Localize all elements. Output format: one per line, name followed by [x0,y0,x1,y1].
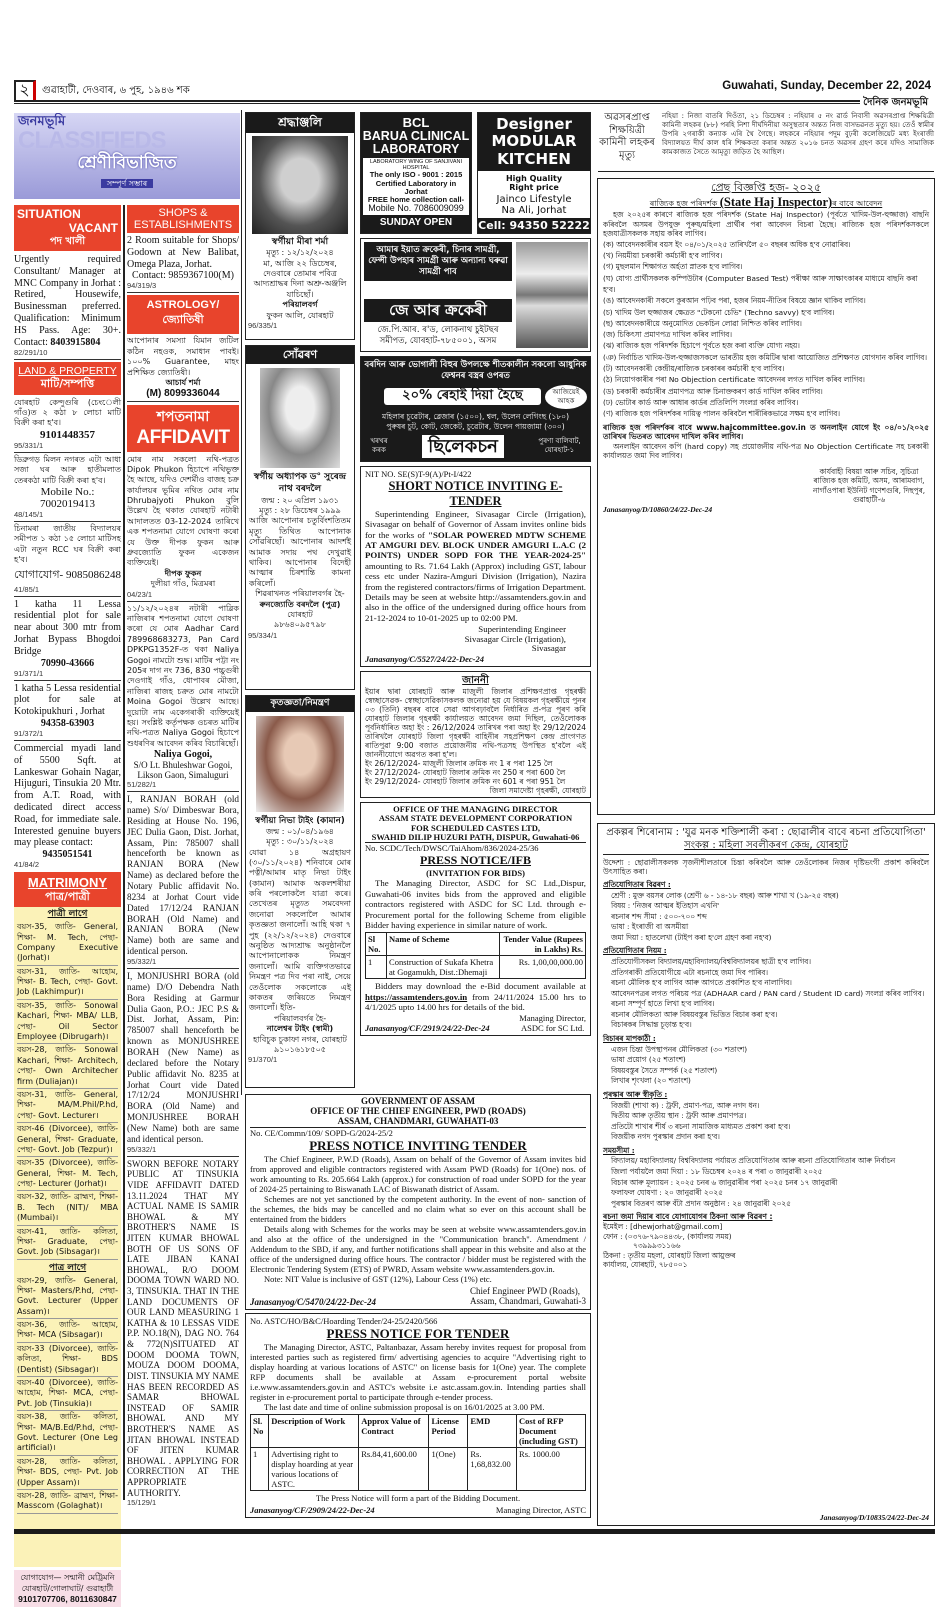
astrology-ad: আপোনাৰ সমস্যা যিমান জটিল কঠিন নহওক, সমাধান পাবই। ১০০% Guarantee, মাহং প্ৰশিক্ষিত জ্যোতিষী। [127,336,239,377]
section-heading: প্ৰতিযোগিতাৰ নিয়ম : [603,946,667,956]
matrimony-item: বয়স-40 (Divorcee), জাতি- আহোম, শিক্ষা- MCA, পেছা- Pvt. Job (Tinsukia)। [17,1377,118,1411]
haj-criteria-item: (গ) মুছলমান শিক্ষাগত অৰ্হতা স্নাতক হ'ব লাগিব। [603,262,743,272]
column-2 [127,205,239,1507]
matrimony-item: বয়স-33 (Divorcee), জাতি- কলিতা, শিক্ষা- BDS (Dentist) (Sibsagar)। [17,1343,118,1377]
tender-link[interactable]: https://assamtenders.gov.in [365,991,468,1002]
asdc-press-notice: OFFICE OF THE MANAGING DIRECTOR ASSAM STATE DEVELOPMENT CORPORATION FOR SCHEDULED CASTES LTD, SWAHID DILIP HUZURI PATH, DISPUR, Guwahati-06 No. SCDC/Tech/DWSC/TaiAhom/836/2024-25/36 PRESS NOTICE/IFB (INVITATION FOR BIDS) The Managing Director, ASDC for SC Ltd.,Dispur, Guwahati-06 invites bids from the approved and eligible contractors registered with ASDC for SC Ltd. through e-Procurement portal for the following Scheme from eligible Bidder having experience in similar nature of work. Sl No. Name of Scheme Tender Value (Rupees in Lakhs) Rs. 1 Construction of Sukafa Khetra at Gogamukh, Dist.:Dhemaji Rs. 1,00,00,000.00 Bidders may download the e-Bid document available at https://assamtenders.gov.in from 24/11/2024 15.00 hrs to 4/1/2025 upto 14.00 hrs for details of the bid. Janasanyog/CF/2919/24/22-Dec-24 Managing Director, ASDC for SC Ltd. [360,802,591,1036]
section-heading: প্ৰতিযোগিতাৰ বিৱৰণ : [603,879,671,889]
haj-criteria-item: (ঞ) নিৰ্বাচিত খাদিম-উল-হুজ্জাজসকলে ভাৰতীয় হজ কমিটিৰ দ্বাৰা আয়োজিত প্ৰশিক্ষণত যোগদান কৰিব লাগিব। [603,352,927,362]
section-item: প্ৰতিগৰাকী প্ৰতিযোগীয়ে এটা ৰচনাহে জমা দিব পাৰিব। [611,967,769,977]
matrimony-header: MATRIMONY পাত্ৰ/পাত্ৰী [14,872,121,907]
table-row: 1 Advertising right to display hoarding at year various locations of ASTC. Rs.84,41,600.00 1(One) Rs. 1,68,832.00 Rs. 1000.00 [251,1448,586,1491]
haj-criteria-item: (ঝ) ৰাজ্যিক হজ পৰিদৰ্শক হিচাপে পূৰ্বতে হজ কৰা ব্যক্তি যোগ্য নহয়। [603,341,800,351]
top-ads-row [360,112,591,234]
matrimony-item: বয়স-41, জাতি- কলিতা, শিক্ষা- Graduate, পেছা- Govt. Job (Sibsagar)। [17,1226,118,1260]
section-heading: সময়সীমা : [603,1145,635,1155]
cell-number: Cell: 94350 52222 [478,218,590,232]
bcl-lab-ad: BCL BARUA CLINICAL LABORATORY LABORATORY WING OF SANJIVANI HOSPITAL The only ISO - 9001 : 2015 Certified Laboratory in Jorhat FREE home collection call- Mobile No. 7086009099 SUNDAY OPEN [360,112,472,234]
haj-criteria-item: (চ) খাদিম উল হুজ্জাজৰ ক্ষেত্ৰত "টেকনো চেভি" (Techno savvy) হ'ব লাগিব। [603,307,835,317]
haj-criteria-item: (ট) আবেদনকাৰী কেন্দ্ৰীয়/ৰাজ্যিক চৰকাৰৰ কৰ্মচাৰী হ'ব লাগিব। [603,364,785,374]
portrait-photo [260,368,340,468]
situation-vacant-ad: Urgently required Consultant/ Manager at MNC Company in Jorhat : Retired, Housewife, Businessman preferred. Qualification: Minimum HS Pass. Age: 30+. Contact: 8403915804 [14,254,121,348]
section-heading: পুৰস্কাৰ আৰু স্বীকৃতি : [603,1089,668,1099]
astc-tender-notice: No. ASTC/HO/B&C/Hoarding Tender/24-25/2420/566 PRESS NOTICE FOR TENDER The Managing Director, ASTC, Paltanbazar, Assam hereby invites request for proposal from interested parties such as registered firm/ advertising agencies to acquire "Advertising right to display hoarding at various locations of ASTC" on license basis for 1(One) year. The complete RFP documents shall be available at Assam e-procurement portal website i.e.www.assamtenders.gov.in and ASTC's website i.e astc.assam.gov.in. Intending parties shall register in e-procurement portal to participate through e-tender process. The last date and time of online submission proposal is on 16/01/2025 at 3.00 PM. Sl. No Description of Work Approx Value of Contract License Period EMD Cost of RFP Document (including GST) 1 Advertising right to display hoarding at year various locations of ASTC. Rs.84,41,600.00 1(One) Rs. 1,68,832.00 Rs. 1000.00 The Press Notice will form a part of the Bidding Document. Janasanyog/CF/2909/24/22-Dec-24 Managing Director, ASTC [245,1313,591,1518]
ad-code: 94/319/3 [127,281,157,291]
matrimony-item: বয়স-36, জাতি- আহোম, শিক্ষা- MCA (Sibsagar)। [17,1319,118,1343]
haj-criteria-item: (ঘ) যোগ্য প্ৰাৰ্থীসকলক কম্পিউটাৰ (Computer Based Test) পৰীক্ষা আৰু সাক্ষাৎকাৰৰ মাধ্যমে বাছনি কৰা হ'ব। [603,273,918,294]
header-date-bn: গুৱাহাটী, দেওবাৰ, ৬ পুহ, ১৯৪৬ শক [42,85,190,96]
section-item: বিজয়ীক নগদ পুৰস্কাৰ প্ৰদান কৰা হ'ব। [611,1132,720,1142]
janani-notice: জাননী ইয়াৰ দ্বাৰা যোৰহাট আৰু মাজুলী জিলাৰ প্ৰশিক্ষণপ্ৰাপ্ত গৃহৰক্ষী স্বেচ্ছাসেৱক- স্বেচ্ছাসেৱিকাসকলক জনোৱা হয় যে বিষয়কল গৃহৰক্ষীয়ে পুনৰ ০৩ (তিনি) বছৰৰ বাবে সেৱা আগবঢ়াবলৈ নিৰ্ধাৰিত প্ৰ-পত্ৰ পূৰণ কৰি যোৰহাট জিলাৰ গৃহৰক্ষী কাৰ্যালয়ত আবেদন জমা দিছিল, তেওঁলোকক পূৰ্বনিৰ্ধাৰিত অহা ইং : 26/12/2024 তাৰিখৰ পৰা অহা ইং 29/12/2024 তাৰিখলৈ যোৰহাট জিলা গৃহৰক্ষী বাহিনীৰ সহপ্ৰশিক্ষণ কেন্দ্ৰ প্ৰাংগণত ৰাতিপুৱা 9:00 বজাত প্ৰয়োজনীয় নথি-পত্ৰসহ উপস্থিত হ'বলৈ এই জাননীযোগে অৱগত কৰা হ'ল। ইং 26/12/2024- মাজুলী জিলাৰ ক্ৰমিক নং 1 ৰ পৰা 125 লৈ ইং 27/12/2024- যোৰহাট জিলাৰ ক্ৰমিক নং 250 ৰ পৰা 600 লৈ ইং 29/12/2024- যোৰহাট জিলাৰ ক্ৰমিক নং 601 ৰ পৰা 951 লৈ জিলা সমাদেষ্টা গৃহৰক্ষী, যোৰহাট [360,671,591,798]
section-item: আবেদনপত্ৰৰ লগত পৰিচয় পত্ৰ (ADHAAR card / PAN card / Student ID card) সংলগ্ন কৰিব লাগিব। [611,988,925,998]
matrimony-item: বয়স-32, জাতি- ব্ৰাহ্মণ, শিক্ষা- B. Tech (NIT)/ MBA (Mumbai)। [17,1191,118,1225]
page-number: ২ [14,80,36,102]
matrimony-item: বয়স-38, জাতি- কলিতা, শিক্ষা- MA/B.Ed/P.hd, পেছা- Govt. Lecturer (One Leg artificial)। [17,1411,118,1456]
ad-code: 15/129/1 [127,1498,157,1508]
haj-criteria-item: (ক) আবেদনকাৰীৰ বয়স ইং ০৪/০১/২০২৫ তাৰিখলৈ ৫০ বছৰৰ অধিক হ'ব নোৱাৰিব। [603,239,851,249]
section-item: বিদ্যালয়/ মহাবিদ্যালয়/ বিশ্ববিদ্যালয় পৰ্যায়ত প্ৰতিযোগিতাৰ আৰু ৰচনা প্ৰতিযোগিতাৰ আৰু নিৰ্বাচন [611,1156,896,1166]
portrait-photo [252,136,348,234]
shops-contact: Contact: 9859367100(M) [132,270,234,282]
modular-kitchen-ad: Designer MODULAR KITCHEN High Quality Right price Jainco Lifestyle Na Ali, Jorhat Cell: 94350 52222 [477,112,591,234]
footer-rule [14,1529,935,1534]
matrimony-item: বয়স-28, জাতি- Sonowal Kachari, শিক্ষা- Architech, পেছা- Own Architecher firm (Duliajan)। [17,1044,118,1089]
pwd-reference: Janasanyog/C/5470/24/22-Dec-24 [250,1296,376,1307]
crockery-ad: আমাৰ ইয়াত ক্ৰকেৰী, চিনাৰ সামগ্ৰী, ফেন্সী উপহাৰ সামগ্ৰী আৰু অন্যান্য ঘৰুৱা সামগ্ৰী পাব জে আৰ ক্ৰকেৰী জে.পি.আৰ. ৰ'ড, লোকনাথ চুইটছৰ সমীপত, যোৰহাট-৭৮৫০০১, অসম [360,238,591,352]
section-item: এজন চিন্তা উপস্থাপনৰ মৌলিকতা (৩০ শতাংশ) [611,1044,748,1054]
haj-criteria-item: (ছ) আবেদনকাৰীয়ে অনুমোদিত ভেকচিন লোৱা নিশ্চিত কৰিব লাগিব। [603,318,802,328]
essay-contest-notice: প্ৰকল্পৰ শিৰোনাম : 'যুৱ মনক শক্তিশালী কৰা : ছোৱালীৰ বাবে ৰচনা প্ৰতিযোগিতা' সংকল্প : মহিলা সবলীকৰণ কেন্দ্ৰ, যোৰহাট উদ্দেশ্য : ছোৱালীসকলক সৃজনীশীলতাৰে চিন্তা কৰিবলৈ আৰু তেওঁলোকৰ নিজৰ দৃষ্টিভংগী প্ৰকাশ কৰিবলৈ উৎসাহিত কৰা। প্ৰতিযোগিতাৰ বিৱৰণ : শ্ৰেণী : মুক্ত বয়সৰ লোক (শ্ৰেণী ৬ - ১৪-১৮ বছৰ) আৰু শাখা খ (১৯-২৫ বছৰ) বিষয় : 'নিজৰ আত্মৰ ইতিহাস এখনি' ৰচনাৰ শব্দ সীমা : ৫০০-৭০০ শব্দ ভাষা : ইংৰাজী বা অসমীয়া জমা দিয়া : হাতলেখা (টাইপ কৰা হ'লে গ্ৰহণ কৰা নহ'ব) প্ৰতিযোগিতাৰ নিয়ম : প্ৰতিযোগীসকল বিদ্যালয়/মহাবিদ্যালয়/বিশ্ববিদ্যালয়ৰ ছাত্ৰী হ'ব লাগিব। প্ৰতিগৰাকী প্ৰতিযোগীয়ে এটা ৰচনাহে জমা দিব পাৰিব। ৰচনা মৌলিক হ'ব লাগিব আৰু আগতে প্ৰকাশিত হ'ব নালাগিব। আবেদনপত্ৰৰ লগত পৰিচয় পত্ৰ (ADHAAR card / PAN card / Student ID card) সংলগ্ন কৰিব লাগিব। ৰচনা সম্পূৰ্ণ হাতে লিখা হ'ব লাগিব। ৰচনাৰ মৌলিকতা আৰু বিষয়বস্তুৰ ভিত্তিত বিচাৰ কৰা হ'ব। বিচাৰকৰ সিদ্ধান্ত চূড়ান্ত হ'ব। বিচাৰৰ মাপকাঠী : এজন চিন্তা উপস্থাপনৰ মৌলিকতা (৩০ শতাংশ) ভাষা প্ৰয়োগ (২৫ শতাংশ) বিষয়বস্তুৰ সৈতে সম্পৰ্ক (২৫ শতাংশ) লিখাৰ শৃংখলা (২০ শতাংশ) পুৰস্কাৰ আৰু স্বীকৃতি : বিজয়ী (শাখা ক) : ট্ৰফী, প্ৰমাণ-পত্ৰ, আৰু নগদ ধন। দ্বিতীয় আৰু তৃতীয় স্থান : ট্ৰফী আৰু প্ৰমাণপত্ৰ। প্ৰতিটো শাখাৰ শীৰ্ষ ৩ ৰচনা সামাজিক মাধ্যমত প্ৰকাশ কৰা হ'ব। বিজয়ীক নগদ পুৰস্কাৰ প্ৰদান কৰা হ'ব। সময়সীমা : বিদ্যালয়/ মহাবিদ্যালয়/ বিশ্ববিদ্যালয় পৰ্যায়ত প্ৰতিযোগিতাৰ আৰু ৰচনা প্ৰতিযোগিতাৰ আৰু নিৰ্বাচন জিলা পৰ্যায়লৈ জমা দিয়া : ১৮ ডিচেম্বৰ ২০২৪ ৰ পৰা ৩ জানুৱাৰী ২০২৫ বিচাৰ আৰু মূল্যায়ন : ২০২৫ চনৰ ৬ জানুৱাৰীৰ পৰা ২০২৫ চনৰ ১৭ জানুৱাৰী ফলাফল ঘোষণা : ২০ জানুৱাৰী ২০২৫ পুৰস্কাৰ বিতৰণ আৰু বঁটা প্ৰদান অনুষ্ঠান : ২৪ জানুৱাৰী ২০২৫ ৰচনা জমা দিয়াৰ বাবে যোগাযোগৰ ঠিকনা আৰু বিৱৰণ : ইমেইল : [dhewjorhat@gmail.com] ফোন : (০৩৭৬-৭৯০৪৪৩৮, (কাৰ্যালয় সময়) ৭৩৯৯৯৩১১৬৬ ঠিকনা : তৃতীয় মহলা, যোৰহাট জিলা আয়ুক্তৰ কাৰ্যালয়, যোৰহাট, ৭৮৫০০১ Janasanyog/D/10835/24/22-Dec-24 [597,823,935,1526]
astrologer-name: আচাৰ্য শৰ্মা [165,377,201,387]
affidavit-banner: শপতনামা AFFIDAVIT [127,405,239,451]
obituary-1: শ্ৰদ্ধাঞ্জলি স্বৰ্গীয়া মীৰা শৰ্মা মৃত্যু : ১২/১২/২০২৪ মা, আজি ২২ ডিচেম্বৰ, দেওবাৰে তোমাৰ পবিত্ৰ আদ্যশ্ৰাদ্ধৰ দিনা অশ্ৰু-অঞ্জলি যাচিছোঁ। পৰিয়ালবৰ্গ ফুকন আলি, যোৰহাট 96/335/1 [245,112,355,340]
land-property-header: LAND & PROPERTY মাটি/সম্পত্তি [14,362,121,394]
list-item: চিনামৰা জাতীয় বিদ্যালয়ৰ সমীপত ১ কঠা ১৫ লোচা মাটিসহ এটা নতুন RCC ঘৰ বিক্ৰী কৰা হ'ব। যোগাযোগ- 9085086248 41/85/1 [14,524,121,597]
matrimony-item: বয়স-31, জাতি- আহোম, শিক্ষা- B. Tech, পেছা- Govt. Job (Lakhimpur)। [17,966,118,1000]
matrimony-item: বয়স-35 (Divorcee), জাতি- General, শিক্ষা- M. Tech, পেছা- Lecturer (Jorhat)। [17,1157,118,1191]
classifieds-logo: জনমভূমি CLASSIFIEDS শ্ৰেণীবিভাজিত সম্পূৰ্ণ সম্ভাৰ [14,113,240,199]
list-item: 1 katha 5 Lessa residential plot for sale at Kotokipukhuri , Jorhat 94358-63903 91/372/1 [14,683,121,741]
situation-vacant-header: SITUATION VACANT পদ খালী [14,205,121,251]
section-item: প্ৰতিযোগীসকল বিদ্যালয়/মহাবিদ্যালয়/বিশ্ববিদ্যালয়ৰ ছাত্ৰী হ'ব লাগিব। [611,957,811,967]
list-item: 1 katha 11 Lessa residential plot for sale near about 300 mtr from Jorhat Bypass Bhogdoi Bridge 70990-43666 91/371/1 [14,599,121,681]
shops-ad: 2 Room suitable for Shops/ Godown at New Balibat, Omega Plaza, Jorhat. [127,235,239,270]
header-rule [14,100,931,104]
haj-criteria-item: (জ) চিকিৎসা প্ৰমাণপত্ৰ দাখিল কৰিব লাগিব। [603,330,732,340]
matrimony-item: বয়স-28, জাতি- কলিতা, শিক্ষা- BDS, পেছা- Pvt. Job (Upper Assam)। [17,1456,118,1490]
list-item: Commercial myadi land of 5500 Sqft. at Lankeswar Gohain Nagar, Hijuguri, Tinsukia 20 Mtr. from A.T. Road, with dedicated direct access Road, for immediate sale. Interested genuine buyers may please contact: 9435051541 41/84/2 [14,742,121,870]
list-item: ডিব্ৰুগড় মিলন নগৰত এটা আধা সজা ঘৰ আৰু হাতীমলাত তেৰকঠা মাটি বিক্ৰী কৰা হ'ব। Mobile No.: 7002019413 48/145/1 [14,455,121,522]
haj-criteria-item: (ঠ) নিয়োগকাৰীৰ পৰা No Objection certificate আবেদনৰ লগত দাখিল কৰিব লাগিব। [603,375,865,385]
matrimony-list: পাত্ৰী লাগে বয়স-35, জাতি- General, শিক্ষা- M. Tech, পেছা- Company Executive (Jorhat)। বয়স-31, জাতি- আহোম, শিক্ষা- B. Tech, পেছা- Govt. Job (Lakhimpur)। বয়স-35, জাতি- Sonowal Kachari, শিক্ষা- MBA/ LLB, পেছা- Oil Sector Employee (Dibrugarh)। বয়স-28, জাতি- Sonowal Kachari, শিক্ষা- Architech, পেছা- Own Architecher firm (Duliajan)। বয়স-31, জাতি- General, শিক্ষা- MA/M.Phil/P.hd, পেছা- Govt. Lecturer। বয়স-46 (Divorcee), জাতি- General, শিক্ষা- Graduate, পেছা- Govt. Job (Tezpur)। বয়স-35 (Divorcee), জাতি- General, শিক্ষা- M. Tech, পেছা- Lecturer (Jorhat)। বয়স-32, জাতি- ব্ৰাহ্মণ, শিক্ষা- B. Tech (NIT)/ MBA (Mumbai)। বয়স-41, জাতি- কলিতা, শিক্ষা- Graduate, পেছা- Govt. Job (Sibsagar)। পাত্ৰ লাগে বয়স-29, জাতি- General, শিক্ষা- Masters/P.hd, পেছা- Govt. Lecturer (Upper Assam)। বয়স-36, জাতি- আহোম, শিক্ষা- MCA (Sibsagar)। বয়স-33 (Divorcee), জাতি- কলিতা, শিক্ষা- BDS (Dentist) (Sibsagar)। বয়স-40 (Divorcee), জাতি- আহোম, শিক্ষা- MCA, পেছা- Pvt. Job (Tinsukia)। বয়স-38, জাতি- কলিতা, শিক্ষা- MA/B.Ed/P.hd, পেছা- Govt. Lecturer (One Leg artificial)। বয়স-28, জাতি- কলিতা, শিক্ষা- BDS, পেছা- Pvt. Job (Upper Assam)। বয়স-28, জাতি- ব্ৰাহ্মণ, শিক্ষা- Masscom (Golaghat)। [14,907,121,1567]
column-rule [123,205,125,1500]
shops-header: SHOPS & ESTABLISHMENTS [127,205,239,233]
selection-ad: বৰদিন আৰু ভোগালী বিহুৰ উপলক্ষে শীতকালীন সকলো আধুনিক ফেশ্বনৰ বস্ত্ৰৰ ওপৰত ২০% ৰেহাই দিয়া হৈছে আজিয়েই আহক মহিলাৰ চুৱেটাৰ, ব্লেজাৰ (১৫০০), শ্বল, উলেন লেগিংছ (১৮০) পুৰুষৰ চুট, কোট, জেকেট, চুৱেটাৰ, উলেন পায়জামা (৩০০) খৰখৰ কৰক ছিলেকচন পুৰণা বালিবাট, যোৰহাট-১ [360,356,591,462]
section-item: জমা দিয়া : হাতলেখা (টাইপ কৰা হ'লে গ্ৰহণ কৰা নহ'ব) [611,932,772,942]
header-date: Guwahati, Sunday, December 22, 2024 [722,80,931,92]
matrimony-item: বয়স-46 (Divorcee), জাতি- General, শিক্ষা- Graduate, পেছা- Govt. Job (Tezpur)। [17,1123,118,1157]
section-item: লিখাৰ শৃংখলা (২০ শতাংশ) [611,1076,691,1086]
haj-criteria-item: (ঢ) ভোটাৰ কাৰ্ড আৰু আধাৰ কাৰ্ডৰ প্ৰতিলিপি সংলগ্ন কৰিব লাগিব। [603,397,799,407]
list-item: যোৰহাট কেন্দুগুৰি (চেংেলী গাঁও)ত ২ কঠা ৮ লোচা মাটি বিক্ৰী কৰা হ'ব। 9101448357 95/331/1 [14,398,121,453]
section-item: প্ৰতিটো শাখাৰ শীৰ্ষ ৩ ৰচনা সামাজিক মাধ্যমত প্ৰকাশ কৰা হ'ব। [611,1121,791,1131]
pwd-tender-notice: GOVERNMENT OF ASSAM OFFICE OF THE CHIEF ENGINEER, PWD (ROADS) ASSAM, CHANDMARI, GUWAHATI-03 No. CE/Commn/109/ SOPD-G/2024-25/2 PRESS NOTICE INVITING TENDER The Chief Engineer, P.W.D (Roads), Assam on behalf of the Governor of Assam invites bid from approved and eligible contractors registered with Assam PWD (Roads) for 1(One) nos. of work amounting to Rs. 205.664 Lakh (approx.) for construction of road under SOPD for the year of 2024-25 pertaining to Biswanath LAC of Biswanath district of Assam. Schemes are not yet sanctioned by the competent authority. In the event of non- sanction of the schemes, the bids may be cancelled and no claim what so ever on this account shall be entertained from the bidders Details along with Schemes for the works may be seen at website www.assamtenders.gov.in and also at the office of the undersigned in the "Communication branch". Amendment / Addendum to the SBD, if any, and further notifications shall appear in this website and also at the office of the undersigned during office hours. The contractor / bidder must be registered with the Electronic Tendering System (ETS) of PWRD, Assam website www.assamtenders.gov.in. Note: NIT Value is inclusive of GST (12%), Labour Cess (1%) etc. Janasanyog/C/5470/24/22-Dec-24 Chief Engineer PWD (Roads), Assam, Chandmari, Guwahati-3 [245,1094,591,1310]
haj-criteria-item: (খ) নিয়মীয়া চৰকাৰী কৰ্মচাৰী হ'ব লাগিব। [603,251,723,261]
matrimony-contact: যোগাযোগ— সন্মানী মেট্ৰিমনি যোৰহাট/গোলাঘাট/ গুৱাহাটী 9101707706, 8011630847 [14,1570,121,1607]
haj-criteria-item: (ণ) ৰাজ্যিক হজ পৰিদৰ্শকৰ দায়িত্ব পালন কৰিবলৈ শাৰীৰিকভাৱে সক্ষম হ'ব লাগিব। [603,409,840,419]
section-item: দ্বিতীয় আৰু তৃতীয় স্থান : ট্ৰফী আৰু প্ৰমাণপত্ৰ। [611,1111,747,1121]
table-row: 1 Construction of Sukafa Khetra at Gogamukh, Dist.:Dhemaji Rs. 1,00,00,000.00 [366,956,586,979]
astrology-header: ASTROLOGY/ জ্যোতিষী [127,295,239,334]
section-item: বিচাৰ আৰু মূল্যায়ন : ২০২৫ চনৰ ৬ জানুৱাৰীৰ পৰা ২০২৫ চনৰ ১৭ জানুৱাৰী [611,1177,838,1187]
column-rule [241,110,242,1095]
paper-name: দৈনিক জনমভূমি [860,96,931,109]
astc-table: Sl. No Description of Work Approx Value of Contract License Period EMD Cost of RFP Document (including GST) 1 Advertising right to display hoarding at year various locations of ASTC. Rs.84,41,600.00 1(One) Rs. 1,68,832.00 Rs. 1000.00 [250,1414,586,1491]
section-item: ৰচনাৰ শব্দ সীমা : ৫০০-৭০০ শব্দ [611,911,707,921]
section-item: বিষয়বস্তুৰ সৈতে সম্পৰ্ক (২৫ শতাংশ) [611,1065,718,1075]
ad-code: 82/291/10 [14,348,48,358]
affidavit-notice: I, MONJUSHRI BORA (old name) D/O Debendra Nath Bora Residing at Garmur Dulia Gaon, P.O.: JEC P.S & Dist. Jorhat, Assam, Pin: 785007 shall henceforth be known as MONJUSHREE BORAH (New Name) as declared before the Notary Public affidavit No. 8235 at Jorhat Court vide Dated 17/12/24 MONJUSHRI BORA (Old Name) and MONJUSHREE BORAH (New Name) both are same and identical person. 95/332/1 [127,971,239,1157]
matrimony-item: বয়স-35, জাতি- Sonowal Kachari, শিক্ষা- MBA/ LLB, পেছা- Oil Sector Employee (Dibrugarh)। [17,1000,118,1045]
matrimony-item: বয়স-28, জাতি- ব্ৰাহ্মণ, শিক্ষা- Masscom (Golaghat)। [17,1490,118,1514]
matrimony-item: বয়স-29, জাতি- General, শিক্ষা- Masters/P.hd, পেছা- Govt. Lecturer (Upper Assam)। [17,1275,118,1320]
schedule-row: ইং 29/12/2024- যোৰহাট জিলাৰ ক্ৰমিক নং 601 ৰ পৰা 951 লৈ [365,777,566,787]
section-item: জিলা পৰ্যায়লৈ জমা দিয়া : ১৮ ডিচেম্বৰ ২০২৪ ৰ পৰা ৩ জানুৱাৰী ২০২৫ [611,1167,823,1176]
section-heading: বিচাৰৰ মাপকাঠী : [603,1034,656,1044]
column-1 [14,205,121,1607]
column-4 [360,112,591,1036]
portrait-photo [256,716,344,812]
section-item: বিষয় : 'নিজৰ আত্মৰ ইতিহাস এখনি' [611,901,720,911]
news-headline: অৱসৰপ্ৰাপ্ত শিক্ষয়িত্ৰী কামিনী লহকৰ মৃত্যু [599,112,655,161]
haj-criteria-item: (ঙ) আবেদনকাৰী সকলে কুৰআন পঢ়িব পৰা, হজৰ নিয়ম-নীতিৰ বিষয়ে জ্ঞান থাকিব লাগিব। [603,296,866,306]
section-item: শ্ৰেণী : মুক্ত বয়সৰ লোক (শ্ৰেণী ৬ - ১৪-১৮ বছৰ) আৰু শাখা খ (১৯-২৫ বছৰ) [611,890,839,900]
matrimony-item: বয়স-35, জাতি- General, শিক্ষা- M. Tech, পেছা- Company Executive (Jorhat)। [17,921,118,966]
astrologer-phone: (M) 8099336044 [146,388,220,400]
affidavit-notice: মোৰ নাম সকলো নথি-পত্ৰত Dipok Phukon হিচাপে নথিভুক্ত হৈ আছে, যদিও দেশৰ্মীও বাজহ চক্ৰ কাৰ্যালয়ৰ ভূমিৰ নথিত মোৰ নাম Dhrubajyoti Phukon বুলি উল্লেখ হৈ থকাত যোৰহাট নটাৰী আদালতত 03-12-2024 তাৰিখে এক শপতনামা যোগে ঘোষণা কৰো যে উক্ত দীপক ফুকন আৰু ধ্ৰুবজ্যোতি ফুকন একেজন ব্যক্তিয়েই। দীপক ফুকন দুলীয়া গাঁও, মিত্ৰমৰা 04/23/1 [127,455,239,602]
haj-criteria-item: (ড) চৰকাৰী কৰ্মচাৰীৰ প্ৰমাণপত্ৰ আৰু চিনাক্তকৰণ কাৰ্ড দাখিল কৰিব লাগিব। [603,386,823,396]
news-body: নহিয়া : নিজা বাতৰি দিওঁতা, ২১ ডিচেম্বৰ : নহিয়াৰ ৫ নং ৱাৰ্ড নিবাসী অৱসৰপ্ৰাপ্ত শিক্ষয়িত্ৰী কামিনী লহকৰ (৮৮) পৰহি নিশা দীৰ্ঘদিনীয়া অসুস্থতাৰ অন্তত নিজ বাসভৱনত মৃত্যু হয়। তেওঁ স্বামীৰ উপৰি ২গৰাকী কন্যাক এৰি থৈ গৈছে। লহকৰে নহিয়াৰ পদুম বুঢ়ৰী কলেজিয়েট মধ্য ইংৰাজী বিদ্যালয়ত দীৰ্ঘ কাল ধৰি শিক্ষকতা কৰাৰ অন্তত ২০১৬ চনত অৱসৰ গ্ৰহণ কৰে যদিও সামাজিক কামকাজত সৈতে আমৃত্যু জড়িত হৈ আছিল। [662,112,934,157]
section-item: বিজয়ী (শাখা ক) : ট্ৰফী, প্ৰমাণ-পত্ৰ, আৰু নগদ ধন। [611,1100,760,1110]
pwd-signature-address: Assam, Chandmari, Guwahati-3 [470,1296,586,1307]
obituary-2: সোঁৱৰণ স্বৰ্গীয় অধ্যাপক ড° সুৰেন্দ্ৰ নাথ বৰদলৈ জন্ম : ২০ এপ্ৰিল ১৯৩১ মৃত্যু : ২৮ ডিচেম্বৰ ১৯৯৯ আজি আপোনাৰ চতুৰ্বিংশতিতম মৃত্যু তিথিত আপোনাক সোঁৱৰিছোঁ। আপোনাৰ আদৰ্শই আমাক সদায় পথ দেখুৱাই থাকিব। আপোনাৰ বিদেহী আত্মাৰ চিৰশান্তি কামনা কৰিলোঁ। শিৱৰাখনত পৰিয়ালবৰ্গৰ হৈ- ৰুনজ্যোতি বৰদলৈ (পুত্ৰ) যোৰহাট ৯৮৬৪০৯৫৭৯৮ 95/334/1 [245,345,355,690]
section-item: বিচাৰকৰ সিদ্ধান্ত চূড়ান্ত হ'ব। [611,1020,692,1030]
matrimony-item: বয়স-31, জাতি- General, শিক্ষা- MA/M.Phil/P.hd, পেছা- Govt. Lecturer। [17,1089,118,1123]
section-item: ৰচনাৰ মৌলিকতা আৰু বিষয়বস্তুৰ ভিত্তিত বিচাৰ কৰা হ'ব। [611,1009,778,1019]
section-item: পুৰস্কাৰ বিতৰণ আৰু বঁটা প্ৰদান অনুষ্ঠান : ২৪ জানুৱাৰী ২০২৫ [611,1198,791,1208]
section-item: ভাষা : ইংৰাজী বা অসমীয়া [611,922,689,932]
haj-inspector-notice: প্ৰেছ বিজ্ঞপ্তি হজ- ২০২৫ ৰাজ্যিক হজ পৰিদৰ্শক (State Haj Inspector)ৰ বাবে আবেদন হজ ২০২৫ৰ কাৰণে ৰাজ্যিক হজ পৰিদৰ্শক (State Haj Inspector) (পূৰ্বতে খাদিম-উল-হুজ্জাজ) বাছনি কৰিবলৈ অসমৰ উপযুক্ত পুৰুষ/মহিলা প্ৰাৰ্থীৰ পৰা আবেদন বিচৰা হৈছে। ৰাজ্যিক হজ পৰিদৰ্শকসকলে হজযাত্ৰীসকলক সহায় কৰিব লাগিব। (ক) আবেদনকাৰীৰ বয়স ইং ০৪/০১/২০২৫ তাৰিখলৈ ৫০ বছৰৰ অধিক হ'ব নোৱাৰিব। (খ) নিয়মীয়া চৰকাৰী কৰ্মচাৰী হ'ব লাগিব। (গ) মুছলমান শিক্ষাগত অৰ্হতা স্নাতক হ'ব লাগিব। (ঘ) যোগ্য প্ৰাৰ্থীসকলক কম্পিউটাৰ (Computer Based Test) পৰীক্ষা আৰু সাক্ষাৎকাৰৰ মাধ্যমে বাছনি কৰা হ'ব। (ঙ) আবেদনকাৰী সকলে কুৰআন পঢ়িব পৰা, হজৰ নিয়ম-নীতিৰ বিষয়ে জ্ঞান থাকিব লাগিব। (চ) খাদিম উল হুজ্জাজৰ ক্ষেত্ৰত "টেকনো চেভি" (Techno savvy) হ'ব লাগিব। (ছ) আবেদনকাৰীয়ে অনুমোদিত ভেকচিন লোৱা নিশ্চিত কৰিব লাগিব। (জ) চিকিৎসা প্ৰমাণপত্ৰ দাখিল কৰিব লাগিব। (ঝ) ৰাজ্যিক হজ পৰিদৰ্শক হিচাপে পূৰ্বতে হজ কৰা ব্যক্তি যোগ্য নহয়। (ঞ) নিৰ্বাচিত খাদিম-উল-হুজ্জাজসকলে ভাৰতীয় হজ কমিটিৰ দ্বাৰা আয়োজিত প্ৰশিক্ষণত যোগদান কৰিব লাগিব। (ট) আবেদনকাৰী কেন্দ্ৰীয়/ৰাজ্যিক চৰকাৰৰ কৰ্মচাৰী হ'ব লাগিব। (ঠ) নিয়োগকাৰীৰ পৰা No Objection certificate আবেদনৰ লগত দাখিল কৰিব লাগিব। (ড) চৰকাৰী কৰ্মচাৰীৰ প্ৰমাণপত্ৰ আৰু চিনাক্তকৰণ কাৰ্ড দাখিল কৰিব লাগিব। (ঢ) ভোটাৰ কাৰ্ড আৰু আধাৰ কাৰ্ডৰ প্ৰতিলিপি সংলগ্ন কৰিব লাগিব। (ণ) ৰাজ্যিক হজ পৰিদৰ্শকৰ দায়িত্ব পালন কৰিবলৈ শাৰীৰিকভাৱে সক্ষম হ'ব লাগিব। ৰাজ্যিক হজ পৰিদৰ্শকৰ বাবে www.hajcommittee.gov.in ত অনলাইন যোগে ইং ০৪/০১/২০২৫ তাৰিখৰ ভিতৰত আবেদন দাখিল কৰিব লাগিব। অনলাইন আবেদন কপি (hard copy) সহ প্ৰয়োজনীয় নথি-পত্ৰ No Objection Certificate সহ চৰকাৰী কাৰ্যালয়ত জমা দিব লাগিব। কাৰ্যবাহী বিষয়া আৰু সচিব, সুচিত্ৰা ৰাজ্যিক হজ কমিটি, অসম, আৰামবাগ, নাগাঁওপাৰা ইউনিট গণেশগুৰি, দিছপুৰ, গুৱাহাটী-৬ Janasanyog/D/10860/24/22-Dec-24 [597,178,935,815]
sivasagar-tender-notice: NIT NO. SE(S)T-9(A)/Pt-I/422 SHORT NOTICE INVITING E-TENDER Superintending Engineer, Sivasagar Circle (Irrigation), Sivasagar on behalf of Governor of Assam invites online bids for the works of "SOLAR POWERED MDTW SCHEME AT AMGURI DEV. BLOCK UNDER AMGURI L.A.C (2 POINTS) UNDER SOPD FOR THE YEAR-2024-25" amounting to Rs. 71.64 Lakh (Approx) including GST, labour cess etc under Nazira-Amguri Division (Irrigation), Nazira from the registered contractors/firms of Irrigation Department. Details may be seen at website http://assamtenders.gov.in and also in the office of the undersigned during office hours from 21-12-2024 to 10-01-2025 up to 02:00 PM. Superintending Engineer Sivasagar Circle (Irrigation), Sivasagar Janasanyog/C/5527/24/22-Dec-24 [360,466,591,667]
section-item: ৰচনা সম্পূৰ্ণ হাতে লিখা হ'ব লাগিব। [611,999,715,1009]
schedule-row: ইং 26/12/2024- মাজুলী জিলাৰ ক্ৰমিক নং 1 ৰ পৰা 125 লৈ [365,759,553,769]
affidavit-notice: I, RANJAN BORAH (old name) S/o/ Dimbeswar Bora, Residing at House No. 196, JEC Dulia Gaon, Dist. Jorhat, Assam, Pin: 785007 shall henceforth be known as RANJAN BORA (New Name) as declared before the Notary Public affidavit No. 8234 at Jorhat Court vide Dated 17/12/24 RANJAN BORAH (Old Name) and RANJAN BORA (New Name) both are same and identical person. 95/332/1 [127,794,239,969]
land-listings [14,398,121,869]
section-item: ভাষা প্ৰয়োগ (২৫ শতাংশ) [611,1055,686,1065]
janani-signature: জিলা সমাদেষ্টা গৃহৰক্ষী, যোৰহাট [489,786,586,796]
sunday-open-label: SUNDAY OPEN [379,217,453,229]
schedule-row: ইং 27/12/2024- যোৰহাট জিলাৰ ক্ৰমিক নং 250 ৰ পৰা 600 লৈ [365,768,566,778]
news-obituary [598,112,934,172]
crockery-photo [516,242,588,348]
section-item: ফলাফল ঘোষণা : ২০ জানুৱাৰী ২০২৫ [611,1188,723,1198]
affidavit-notice: SWORN BEFORE NOTARY PUBLIC AT TINSUKIA VIDE AFFIDAVIT DATED 13.11.2024 THAT MY ACTUAL NAME IS SAMIR BHOWAL & MY BROTHER'S NAME IS JITEN KUMAR BHOWAL BOTH OF US SONS OF LATE JIBAN KANAI BHOWAL, R/O DOOM DOOMA TOWN WARD NO. 3, TINSUKIA. THAT IN THE LAND DOCUMENTS OF OUR LAND MEASURING 1 KATHA & 10 LESSAS VIDE P.P. NO.18(N), DAG NO. 764 & 772(N)SITUATED AT DOOM DOOMA TOWN, MOUZA DOOM DOOMA, DIST. TINSUKIA MY NAME HAS BEEN RECORDED AS SAMAR BHOWAL INSTEAD OF SAMIR BHOWAL AND MY BROTHER'S NAME AS JITAN BHOWAL INSTEAD OF JITEN KUMAR BHOWAL . APPLYING FOR CORRECTION AT THE APPROPRIATE AUTHORITY. 15/129/1 [127,1158,239,1508]
section-item: ৰচনা মৌলিক হ'ব লাগিব আৰু আগতে প্ৰকাশিত হ'ব নালাগিব। [611,978,792,988]
affidavit-notice: ১১/১২/২০২৪ৰ নটাৰী পাব্লিক নাজিৰাৰ শপতনামা যোগে ঘোষণা কৰো যে মোৰ Aadhar Card 789968683273, Pan Card DPKPG1352F-ত থকা Naliya Gogoi নামটো শুদ্ধ। মাটিৰ পট্টা নং 205ৰ দাগ নং 736, 830 পচ্চুগুৰী দেওগাই গাঁও, ধোপাবৰ মৌজা, নাজিৰা ৰাজহ চক্ৰত মোৰ নামটো Moina Gogoi উল্লেখ আছে। দুয়োটা নাম একেগৰাকী ব্যক্তিয়েই হয়। সংশ্লিষ্ট কৰ্তৃপক্ষক ওচৰত মাটিৰ নথি-পত্ৰত Naliya Gogoi হিচাপে শুধৰণিৰ আবেদন কৰিব বিচাৰিছোঁ। Naliya Gogoi, S/O Lt. Bhuleshwar Gogoi, Likson Gaon, Simaluguri 51/282/1 [127,604,239,792]
obituary-3: কৃতজ্ঞতা/নিমন্ত্ৰণ স্বৰ্গীয়া নিভা টাইং (কামান) জন্ম : ০১/০৪/১৯৬৪ মৃত্যু : ৩০/১১/২০২৪ যোৱা ১৪ অগ্ৰহায়ণ (৩০/১১/২০২৪) শনিবাৰে মোৰ পত্নী/আমাৰ মাতৃ নিভা টাইং (কামান) আমাক অকলশৰীয়া কৰি পৰলোকলৈ যাত্ৰা কৰে। তেখেতৰ মৃত্যুত সমবেদনা জনোৱা সকলোলৈ আমাৰ কৃতজ্ঞতা জনালোঁ। আহি থকা ৭ পুহ (২২/১২/২০২৪) দেওবাৰে অনুষ্ঠিত আদ্যশ্ৰাদ্ধ অনুষ্ঠানলৈ আপোনালোকক নিমন্ত্ৰণ জনালোঁ। আমি ব্যক্তিগতভাৱে নিমন্ত্ৰণ পত্ৰ দিব পৰা নাই, সেয়ে তেওঁলোক সকলোকে এই কাকতৰ জৰিয়তে নিমন্ত্ৰণ জনালোঁ। ইতি- পৰিয়ালবৰ্গৰ হৈ- নালেশ্বৰ টাইং (স্বামী) হাবিচুক চুকাফা নগৰ, যোৰহাট ৯১০১৬১৮৫০৫ 91/370/1 [245,695,355,1088]
scheme-table: Sl No. Name of Scheme Tender Value (Rupees in Lakhs) Rs. 1 Construction of Sukafa Khetra at Gogamukh, Dist.:Dhemaji Rs. 1,00,00,000.00 [365,932,586,979]
